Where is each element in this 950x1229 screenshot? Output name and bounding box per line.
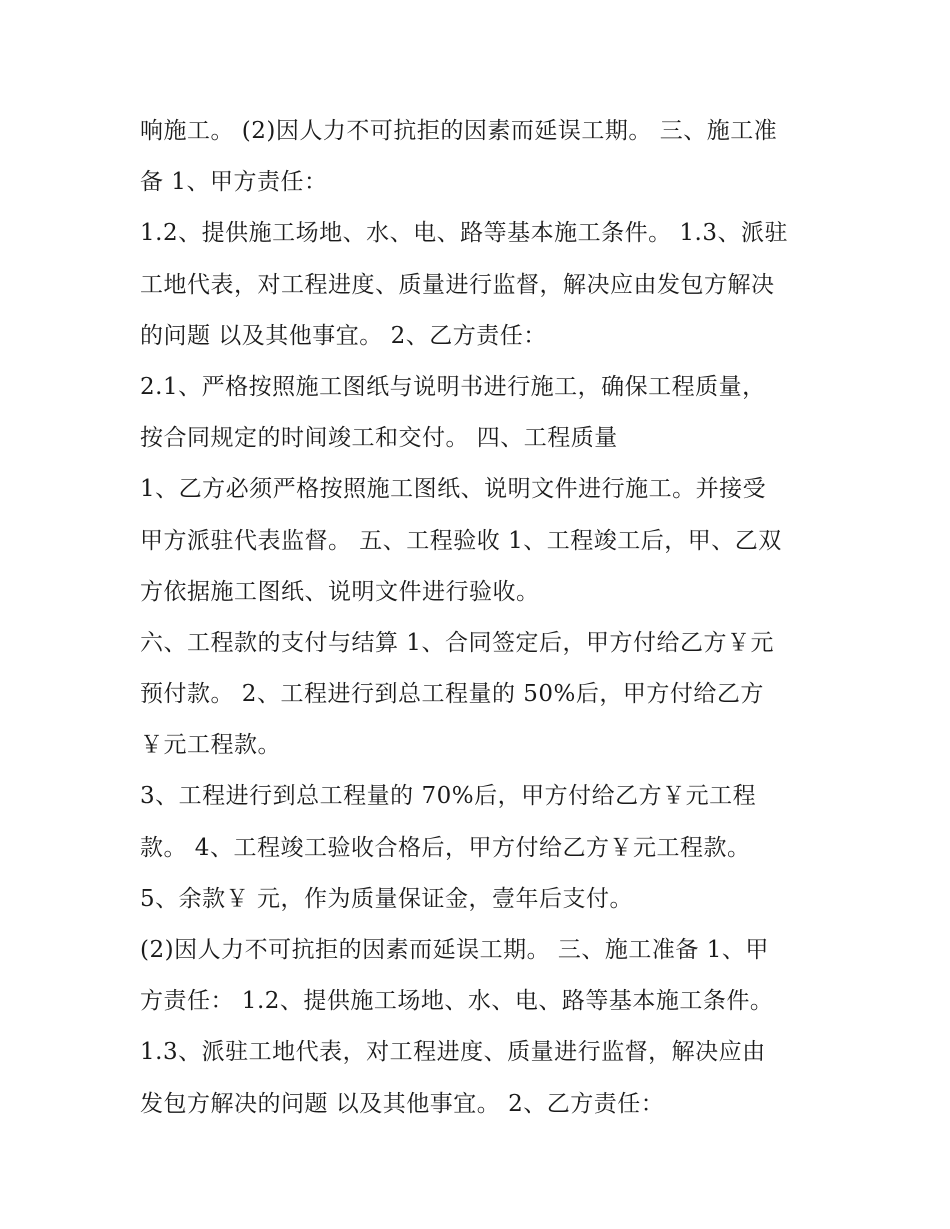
text-line: 方依据施工图纸、说明文件进行验收。 [140, 578, 540, 605]
text-line: 5、余款￥ 元，作为质量保证金，壹年后支付。 [140, 885, 633, 912]
text-line: (2)因人力不可抗拒的因素而延误工期。 三、施工准备 1、甲 [140, 937, 769, 963]
text-line: 款。 4、工程竣工验收合格后，甲方付给乙方￥元工程款。 [140, 834, 751, 861]
text-line: 按合同规定的时间竣工和交付。 四、工程质量 [140, 425, 618, 452]
text-line: 预付款。 2、工程进行到总工程量的 50%后，甲方付给乙方 [140, 681, 764, 708]
document-body [140, 106, 830, 1130]
text-line: 甲方派驻代表监督。 五、工程验收 1、工程竣工后，甲、乙双 [140, 527, 782, 554]
text-line: 2.1、严格按照施工图纸与说明书进行施工，确保工程质量， [140, 373, 766, 400]
text-line: 响施工。 (2)因人力不可抗拒的因素而延误工期。 三、施工准 [140, 118, 778, 144]
text-line: 3、工程进行到总工程量的 70%后，甲方付给乙方￥元工程 [140, 783, 757, 810]
text-line: ￥元工程款。 [140, 732, 281, 759]
text-line: 工地代表，对工程进度、质量进行监督，解决应由发包方解决 [140, 271, 775, 298]
text-line: 的问题 以及其他事宜。 2、乙方责任： [140, 322, 547, 349]
text-line: 1.3、派驻工地代表，对工程进度、质量进行监督，解决应由 [140, 1039, 766, 1066]
text-line: 1、乙方必须严格按照施工图纸、说明文件进行施工。并接受 [140, 476, 767, 503]
text-line: 备 1、甲方责任： [140, 169, 328, 196]
text-line: 六、工程款的支付与结算 1、合同签定后，甲方付给乙方￥元 [140, 629, 774, 656]
text-line: 1.2、提供施工场地、水、电、路等基本施工条件。 1.3、派驻 [140, 220, 788, 247]
text-line: 发包方解决的问题 以及其他事宜。 2、乙方责任： [140, 1090, 665, 1117]
text-line: 方责任： 1.2、提供施工场地、水、电、路等基本施工条件。 [140, 988, 774, 1015]
